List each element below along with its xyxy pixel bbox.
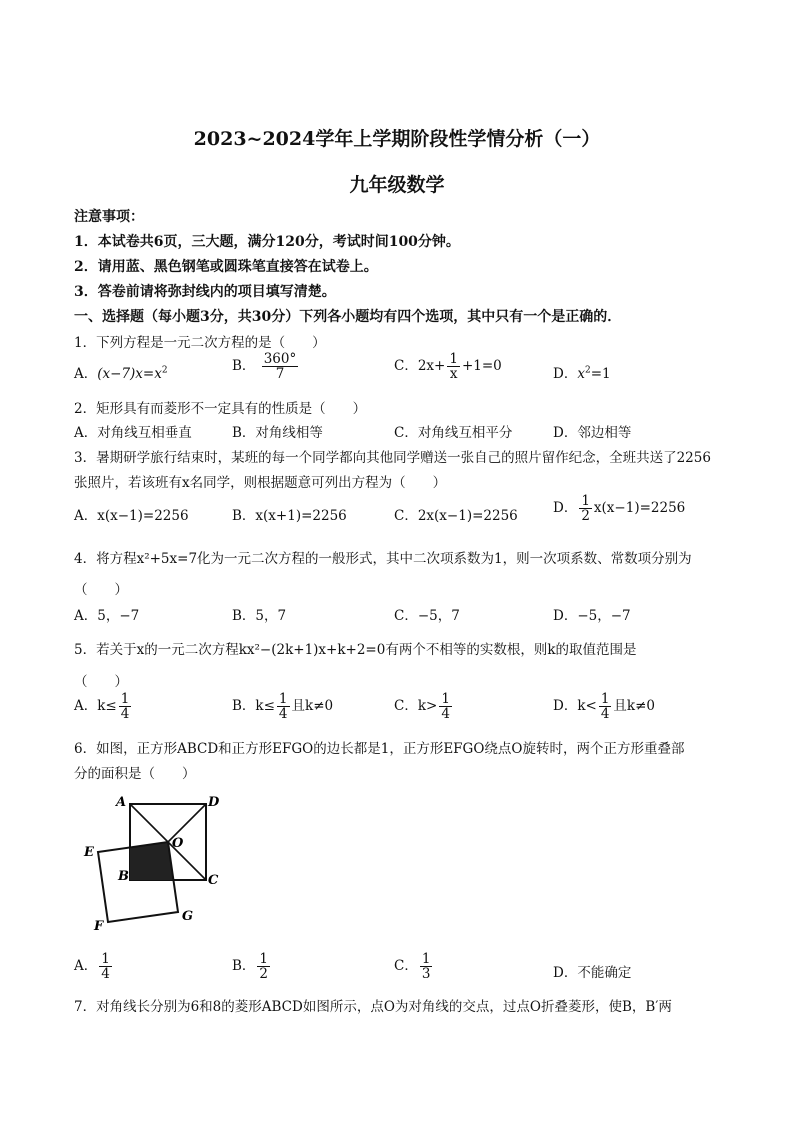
question-stem: 4．将方程x²+5x=7化为一元二次方程的一般形式，其中二次项系数为1，则一次项系数、常数项分别为 xyxy=(74,551,692,567)
option-a: A．5，−7 xyxy=(74,608,140,624)
fraction: $\frac{1}{x}$ xyxy=(449,351,458,383)
option-b: B． $\frac{360^\circ}{7}$ xyxy=(232,351,297,383)
option-c: C． $\frac{1}{3}$ xyxy=(394,951,431,983)
option-b: B． $\frac{1}{2}$ xyxy=(232,951,269,983)
option-c: C．−5，7 xyxy=(394,608,460,624)
question-stem: （ ） xyxy=(74,674,128,690)
option-d: D．邻边相等 xyxy=(553,425,632,441)
option-c: C．对角线互相平分 xyxy=(394,425,513,441)
label-a: A xyxy=(116,795,127,810)
question-stem: 6．如图，正方形ABCD和正方形EFGO的边长都是1，正方形EFGO绕点O旋转时，两个正方形重叠部 xyxy=(74,741,685,757)
fraction: $\frac{1}{4}$ xyxy=(441,691,450,723)
fraction: $\frac{1}{3}$ xyxy=(421,951,431,983)
option-c: C．2x(x−1)=2256 xyxy=(394,508,518,524)
option-b: B．对角线相等 xyxy=(232,425,323,441)
note-item: 3．答卷前请将弥封线内的项目填写清楚。 xyxy=(74,284,336,300)
question-stem: （ ） xyxy=(74,582,128,598)
question-stem: 分的面积是（ ） xyxy=(74,766,196,782)
label-c: C xyxy=(208,873,219,888)
option-a: A． $\frac{1}{4}$ xyxy=(74,951,110,983)
squares-figure xyxy=(78,790,228,940)
label-f: F xyxy=(94,919,104,934)
option-d: D．$x^2=1$ xyxy=(553,365,611,382)
label-e: E xyxy=(84,845,94,860)
option-c: C．2x+ $\frac{1}{x}$ +1=0 xyxy=(394,351,502,383)
question-stem: 5．若关于x的一元二次方程kx²−(2k+1)x+k+2=0有两个不相等的实数根，则k的取值范围是 xyxy=(74,642,637,658)
option-b: B．5，7 xyxy=(232,608,287,624)
overlap-region xyxy=(130,842,173,880)
option-b: B．x(x+1)=2256 xyxy=(232,508,347,524)
question-stem: 3．暑期研学旅行结束时，某班的每一个同学都向其他同学赠送一张自己的照片留作纪念，全班共送了2256 xyxy=(74,450,711,466)
option-b: B．k≤ $\frac{1}{4}$ 且k≠0 xyxy=(232,691,334,723)
exam-subtitle: 九年级数学 xyxy=(349,174,445,196)
option-d: D． $\frac{1}{2}$ x(x−1)=2256 xyxy=(553,493,686,525)
fraction: $\frac{1}{2}$ xyxy=(259,951,269,983)
section-heading: 一、选择题（每小题3分，共30分）下列各小题均有四个选项，其中只有一个是正确的． xyxy=(74,309,622,325)
fraction: $\frac{1}{4}$ xyxy=(600,691,610,723)
question-stem: 2．矩形具有而菱形不一定具有的性质是（ ） xyxy=(74,401,367,417)
label-o: O xyxy=(172,836,184,851)
option-d: D．−5，−7 xyxy=(553,608,631,624)
label-d: D xyxy=(208,795,220,810)
option-a: A．对角线互相垂直 xyxy=(74,425,192,441)
fraction: $\frac{1}{2}$ xyxy=(581,493,590,525)
option-a: A．x(x−1)=2256 xyxy=(74,508,189,524)
option-a: A．$(x-7)x=x^2$ xyxy=(74,365,168,382)
option-c: C．k> $\frac{1}{4}$ xyxy=(394,691,450,723)
notes-heading: 注意事项： xyxy=(74,209,144,225)
fraction: $\frac{1}{4}$ xyxy=(101,951,110,983)
fraction: $\frac{360^\circ}{7}$ xyxy=(263,351,297,383)
note-item: 2．请用蓝、黑色钢笔或圆珠笔直接答在试卷上。 xyxy=(74,259,378,275)
option-a: A．k≤ $\frac{1}{4}$ xyxy=(74,691,130,723)
question-stem: 1．下列方程是一元二次方程的是（ ） xyxy=(74,335,326,351)
note-item: 1．本试卷共6页，三大题，满分120分，考试时间100分钟。 xyxy=(74,234,460,250)
option-d: D．k< $\frac{1}{4}$ 且k≠0 xyxy=(553,691,656,723)
exam-title: 2023~2024学年上学期阶段性学情分析（一） xyxy=(193,128,601,150)
fraction: $\frac{1}{4}$ xyxy=(120,691,130,723)
label-b: B xyxy=(118,869,129,884)
question-stem: 张照片，若该班有x名同学，则根据题意可列出方程为（ ） xyxy=(74,475,447,491)
option-d: D．不能确定 xyxy=(553,965,632,981)
label-g: G xyxy=(182,909,194,924)
fraction: $\frac{1}{4}$ xyxy=(278,691,288,723)
question-stem: 7．对角线长分别为6和8的菱形ABCD如图所示，点O为对角线的交点，过点O折叠菱形，使B，B′两 xyxy=(74,999,672,1015)
